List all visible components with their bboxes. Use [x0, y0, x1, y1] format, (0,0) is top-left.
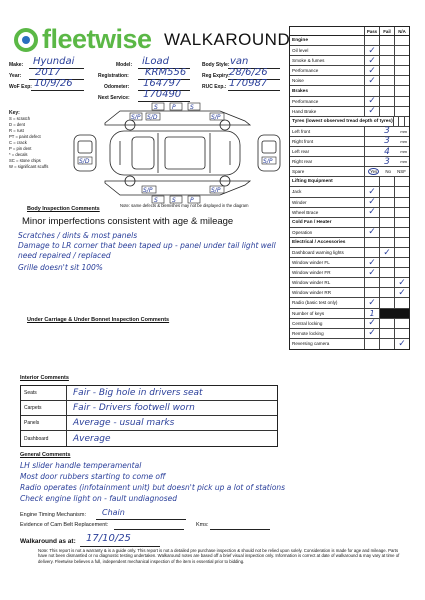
- check-mark-icon: ✓: [368, 96, 376, 107]
- fleetwise-logo-icon: [14, 28, 38, 52]
- brand-suffix: WALKAROUND: [164, 30, 291, 49]
- checklist-item-name: Right rear: [292, 159, 313, 165]
- table-row: [21, 386, 277, 401]
- cell-fail: [379, 339, 394, 349]
- body-comment-line: Grille doesn't sit 100%: [18, 263, 103, 272]
- check-mark-icon: ✓: [398, 287, 406, 298]
- general-comment-line: LH slider handle temperamental: [20, 461, 142, 470]
- checklist-section: [290, 238, 409, 248]
- key-title: Key:: [9, 110, 20, 116]
- checklist-item-name: Brakes: [292, 88, 309, 94]
- check-mark-icon: ✓: [368, 297, 376, 308]
- diagram-mark: S: [172, 197, 176, 204]
- checklist-item-name: Spare: [292, 169, 305, 175]
- cell-pass: [364, 329, 379, 338]
- check-mark-icon: ✓: [368, 45, 376, 56]
- brand-name: fleetwise: [42, 24, 152, 54]
- checklist-row: [290, 258, 409, 268]
- body-style-value: van: [230, 56, 249, 67]
- diagram-mark: S/P: [143, 187, 153, 194]
- cell-pass: [364, 248, 379, 257]
- checklist-header: [290, 27, 409, 36]
- checklist-row: [290, 198, 409, 208]
- interior-row-value: Average: [73, 433, 111, 444]
- checklist-row: [290, 157, 409, 167]
- cell-fail: [379, 187, 394, 196]
- checklist-row: [290, 268, 409, 278]
- cell-pass: [364, 208, 379, 217]
- cell-fail: [379, 56, 394, 65]
- checklist-item-name: Tyres (lowest observed tread depth of tyres): [292, 118, 393, 124]
- cell-fail: [379, 198, 394, 207]
- cell-pass: [364, 66, 379, 75]
- check-mark-icon: ✓: [368, 257, 376, 268]
- cell-na: [394, 46, 409, 55]
- cell-na: [394, 107, 409, 116]
- checklist-item-name: Hand Brake: [292, 108, 317, 114]
- key-item: * = decals: [9, 152, 28, 157]
- checklist-row: [290, 228, 409, 238]
- body-comment-line: need repaired / replaced: [18, 251, 111, 260]
- cell-pass: [364, 268, 379, 277]
- checklist-item-name: Operation: [292, 229, 313, 235]
- checklist-item-name: Left front: [292, 128, 311, 134]
- cell-fail: [379, 97, 394, 106]
- checklist-item-name: Window winder RL: [292, 280, 331, 286]
- checklist-row: [290, 56, 409, 66]
- tread-depth-cell: [364, 137, 409, 146]
- tread-depth-value: 3: [384, 136, 390, 147]
- cell-pass: [364, 288, 379, 297]
- defect-key: [9, 110, 73, 170]
- year-value: 2017: [35, 67, 61, 78]
- checklist-section: [290, 218, 409, 228]
- cell-na: [394, 218, 409, 227]
- reg-expiry-value: 28/6/26: [229, 67, 268, 78]
- checklist-row: [290, 208, 409, 218]
- registration-value: KRM556: [145, 67, 187, 78]
- diagram-mark: S/P: [263, 158, 273, 165]
- make-label: Make:: [9, 62, 24, 68]
- diagram-mark: S/D: [147, 114, 158, 121]
- check-mark-icon: ✓: [368, 207, 376, 218]
- cell-fail: [379, 86, 394, 95]
- key-item: R = rust: [9, 128, 24, 133]
- cam-belt-label: Evidence of Cam Belt Replacement:: [20, 522, 109, 528]
- tread-depth-cell: [364, 127, 409, 136]
- cell-pass: [364, 76, 379, 85]
- cell-pass: [364, 298, 379, 307]
- cell-pass: [364, 187, 379, 196]
- checklist-row: [290, 66, 409, 76]
- model-label: Model:: [116, 62, 133, 68]
- checklist-row: [290, 147, 409, 157]
- key-item: SC = stone chips: [9, 158, 41, 163]
- cell-pass: [364, 107, 379, 116]
- ruc-exp-label: RUC Exp.:: [202, 84, 227, 90]
- cell-na: [394, 187, 409, 196]
- cell-fail: [379, 268, 394, 277]
- body-comment-line: Scratches / dints & most panels: [18, 231, 138, 240]
- tread-depth-unit: mm: [400, 149, 407, 155]
- interior-row-value: Fair - Big hole in drivers seat: [73, 388, 203, 398]
- cell-na: [394, 329, 409, 338]
- column-pass: Pass: [364, 27, 379, 35]
- key-item: D = dent: [9, 122, 25, 127]
- interior-row-name: Seats: [21, 386, 67, 400]
- inspection-checklist: [289, 26, 410, 350]
- cell-fail: [379, 66, 394, 75]
- body-inspection-title: Body Inspection Comments: [27, 206, 100, 212]
- checklist-item-name: Performance: [292, 98, 319, 104]
- checklist-item-name: Number of keys: [292, 310, 325, 316]
- model-value: iLoad: [142, 56, 169, 67]
- interior-row-name: Panels: [21, 416, 67, 430]
- interior-table: [20, 385, 278, 447]
- diagram-mark: P: [172, 104, 176, 111]
- year-label: Year:: [9, 73, 22, 79]
- registration-label: Registration:: [98, 73, 129, 79]
- next-service-value: 170490: [143, 89, 182, 100]
- check-mark-icon: ✓: [368, 328, 376, 339]
- engine-timing-value: Chain: [102, 508, 125, 517]
- checklist-item-name: Right front: [292, 138, 314, 144]
- interior-row-name: Carpets: [21, 401, 67, 415]
- cell-na: [394, 238, 409, 247]
- next-service-label: Next Service:: [98, 95, 130, 101]
- cell-pass: [364, 238, 379, 247]
- cell-fail: [379, 177, 394, 186]
- wof-exp-value: 10/9/26: [34, 78, 73, 89]
- check-mark-icon: ✓: [368, 106, 376, 117]
- cell-fail: [379, 76, 394, 85]
- spare-option-nsf: NSF: [397, 169, 406, 175]
- checklist-row: [290, 329, 409, 339]
- cell-na: [394, 198, 409, 207]
- tread-depth-cell: [364, 157, 409, 166]
- cell-pass: [364, 339, 379, 349]
- walkaround-date-value: 17/10/25: [86, 533, 131, 544]
- checklist-row: [290, 46, 409, 56]
- checklist-row: [290, 339, 409, 349]
- checklist-row: [290, 97, 409, 107]
- general-comment-line: Most door rubbers starting to come off: [20, 472, 166, 481]
- cell-pass: [364, 258, 379, 267]
- checklist-row: [290, 288, 409, 298]
- cell-fail: [379, 36, 394, 45]
- checklist-item-name: Smoke & fumes: [292, 58, 325, 64]
- checklist-item-name: Window winder FL: [292, 260, 330, 266]
- spare-option-yes: Yes: [370, 169, 378, 175]
- cell-fail: [379, 329, 394, 338]
- check-mark-icon: ✓: [368, 318, 376, 329]
- key-item: S = scratch: [9, 116, 31, 121]
- checklist-row: [290, 187, 409, 197]
- cell-na: [394, 228, 409, 237]
- key-item: W = significant scuffs: [9, 164, 49, 169]
- checklist-item-name: Left rear: [292, 149, 310, 155]
- checklist-row: [290, 137, 409, 147]
- check-mark-icon: ✓: [368, 75, 376, 86]
- check-mark-icon: ✓: [383, 247, 391, 258]
- cell-na: [394, 248, 409, 257]
- reg-expiry-label: Reg Expiry:: [202, 73, 230, 79]
- interior-title: Interior Comments: [20, 375, 69, 381]
- tread-depth-unit: mm: [400, 128, 407, 134]
- cell-na: [394, 278, 409, 287]
- cell-fail: [379, 46, 394, 55]
- cell-pass: [364, 278, 379, 287]
- cell-fail: [379, 248, 394, 257]
- checklist-section: [290, 117, 409, 127]
- checklist-item-name: Electrical / Accessories: [292, 239, 346, 245]
- check-mark-icon: ✓: [398, 277, 406, 288]
- engine-timing-label: Engine Timing Mechanism:: [20, 512, 87, 518]
- check-mark-icon: ✓: [368, 55, 376, 66]
- key-item: P = pin dent: [9, 146, 32, 151]
- tread-depth-value: 3: [384, 126, 390, 137]
- tread-depth-value: 3: [384, 156, 390, 167]
- check-mark-icon: ✓: [368, 65, 376, 76]
- disclaimer: Note: This report is not a warranty & is a guide only. This report is not a detailed pre purchase inspection & should not be relied upon solely. Consideration is made for age and mileage. Parts have not been dismantled or no diagnostic testing undertaken. Walkaround notes are based off a brief visual inspection only. Information is correct at date of walkaround & may vary at time of delivery. Fleetwise believes a full, independent mechanical inspection of the item is essential prior to bidding.: [38, 548, 400, 564]
- vehicle-diagram: [70, 103, 286, 203]
- cell-na: [394, 36, 409, 45]
- diagram-mark: P: [190, 197, 194, 204]
- cell-na: [394, 86, 409, 95]
- cell-na: [394, 66, 409, 75]
- general-comment-line: Check engine light on - fault undiagnosed: [20, 494, 177, 503]
- checklist-body: [290, 36, 409, 349]
- cell-fail: [379, 298, 394, 307]
- cell-na: [394, 208, 409, 217]
- checklist-item-name: Dashboard warning lights: [292, 250, 344, 256]
- checklist-item-name: Winder: [292, 199, 307, 205]
- checklist-item-name: Cold Fan / Heater: [292, 219, 332, 225]
- cell-pass: [364, 319, 379, 328]
- checklist-item-name: Engine: [292, 38, 308, 44]
- body-style-label: Body Style:: [202, 62, 230, 68]
- wof-exp-field: [9, 78, 89, 92]
- cell-pass: [364, 86, 379, 95]
- checklist-row: [290, 278, 409, 288]
- cell-fail: [379, 218, 394, 227]
- walkaround-date-label: Walkaround as at:: [20, 538, 76, 545]
- cell-na: [394, 177, 409, 186]
- general-title: General Comments: [20, 452, 71, 458]
- interior-row-name: Dashboard: [21, 431, 67, 446]
- check-mark-icon: ✓: [368, 186, 376, 197]
- column-na: N/A: [394, 27, 409, 35]
- checklist-item-name: Central locking: [292, 320, 323, 326]
- diagram-mark: S: [154, 104, 158, 111]
- odometer-value: 164797: [143, 78, 182, 89]
- checklist-item-name: Radio (basic test only): [292, 300, 338, 306]
- cell-fail: [379, 107, 394, 116]
- diagram-mark: S/P: [211, 114, 221, 121]
- checklist-row: [290, 298, 409, 308]
- cell-na: [394, 97, 409, 106]
- diagram-mark: S: [154, 197, 158, 204]
- checklist-item-name: Performance: [292, 68, 319, 74]
- cell-na: [394, 339, 409, 349]
- ruc-exp-field: [198, 78, 288, 92]
- checklist-row: [290, 107, 409, 117]
- next-service-field: [98, 89, 193, 103]
- body-inspection-heading: Minor imperfections consistent with age & mileage: [22, 216, 234, 227]
- checklist-item-name: Jack: [292, 189, 302, 195]
- checklist-item-name: Oil level: [292, 48, 309, 54]
- cell-na: [394, 298, 409, 307]
- checklist-row: [290, 309, 409, 319]
- checklist-item-name: Reversing camera: [292, 341, 330, 347]
- check-mark-icon: ✓: [368, 197, 376, 208]
- cell-pass: [364, 56, 379, 65]
- cell-fail: [379, 319, 394, 328]
- key-item: PT = paint defect: [9, 134, 41, 139]
- cell-na: [394, 268, 409, 277]
- cell-fail: [379, 238, 394, 247]
- checklist-row: [290, 167, 409, 177]
- spare-cell: [364, 167, 409, 176]
- cell-fail: [379, 278, 394, 287]
- checklist-section: [290, 177, 409, 187]
- tread-depth-value: 4: [384, 146, 390, 157]
- cell-fail: [379, 258, 394, 267]
- fleetwise-logo: [14, 24, 291, 54]
- checklist-row: [290, 319, 409, 329]
- cell-fail: [379, 288, 394, 297]
- cell-pass: [364, 36, 379, 45]
- table-row: [21, 401, 277, 416]
- check-mark-icon: ✓: [368, 267, 376, 278]
- checklist-item-name: Lifting Equipment: [292, 179, 333, 185]
- general-comment-line: Radio operates (infotainment unit) but doesn't pick up a lot of stations: [20, 483, 286, 492]
- interior-row-value: Average - usual marks: [73, 418, 175, 428]
- body-comment-line: Damage to LR corner that been taped up - panel under tail light well: [18, 241, 276, 250]
- cell-pass: [364, 46, 379, 55]
- spare-option-no: No: [385, 169, 391, 175]
- ruc-exp-value: 170987: [229, 78, 268, 89]
- odometer-label: Odometer:: [104, 84, 130, 90]
- keys-count-value: 1: [369, 308, 375, 318]
- checklist-item-name: Window winder FR: [292, 270, 331, 276]
- wof-exp-label: WoF Exp:: [9, 84, 32, 90]
- cell-fail: [379, 228, 394, 237]
- diagram-mark: S/D: [79, 158, 90, 165]
- column-fail: Fail: [379, 27, 394, 35]
- diagram-mark: S: [190, 104, 194, 111]
- make-value: Hyundai: [33, 56, 75, 67]
- key-item: C = crack: [9, 140, 27, 145]
- cell-na: [394, 76, 409, 85]
- cell-na: [394, 288, 409, 297]
- tread-depth-unit: mm: [400, 138, 407, 144]
- keys-blank-cell: [379, 309, 409, 318]
- tread-depth-unit: mm: [400, 159, 407, 165]
- checklist-section: [290, 86, 409, 96]
- keys-count-cell: [364, 309, 379, 318]
- table-row: [21, 416, 277, 431]
- interior-row-value: Fair - Drivers footwell worn: [73, 403, 195, 413]
- cell-pass: [364, 218, 379, 227]
- cell-fail: [379, 208, 394, 217]
- diagram-mark: S/P: [131, 114, 141, 121]
- cell-na: [394, 319, 409, 328]
- cell-na: [404, 117, 409, 126]
- diagram-note: Note: same defects & blemishes may not be displayed in the diagram: [120, 203, 249, 208]
- cell-na: [394, 56, 409, 65]
- table-row: [21, 431, 277, 446]
- diagram-mark: S/P: [211, 187, 221, 194]
- checklist-item-name: Remote locking: [292, 330, 324, 336]
- tread-depth-cell: [364, 147, 409, 156]
- checklist-row: [290, 76, 409, 86]
- cam-belt-kms-label: Kms:: [196, 522, 209, 528]
- cell-pass: [364, 177, 379, 186]
- check-mark-icon: ✓: [368, 227, 376, 238]
- checklist-item-name: Window winder RR: [292, 290, 332, 296]
- checklist-item-name: Noise: [292, 78, 304, 84]
- undercarriage-title: Under Carriage & Under Bonnet Inspection Comments: [27, 317, 170, 323]
- cell-pass: [364, 228, 379, 237]
- cell-na: [394, 258, 409, 267]
- checklist-item-name: Wheel Brace: [292, 209, 319, 215]
- checklist-section: [290, 36, 409, 46]
- cell-pass: [364, 198, 379, 207]
- checklist-row: [290, 127, 409, 137]
- cell-pass: [364, 97, 379, 106]
- checklist-row: [290, 248, 409, 258]
- check-mark-icon: ✓: [398, 338, 406, 349]
